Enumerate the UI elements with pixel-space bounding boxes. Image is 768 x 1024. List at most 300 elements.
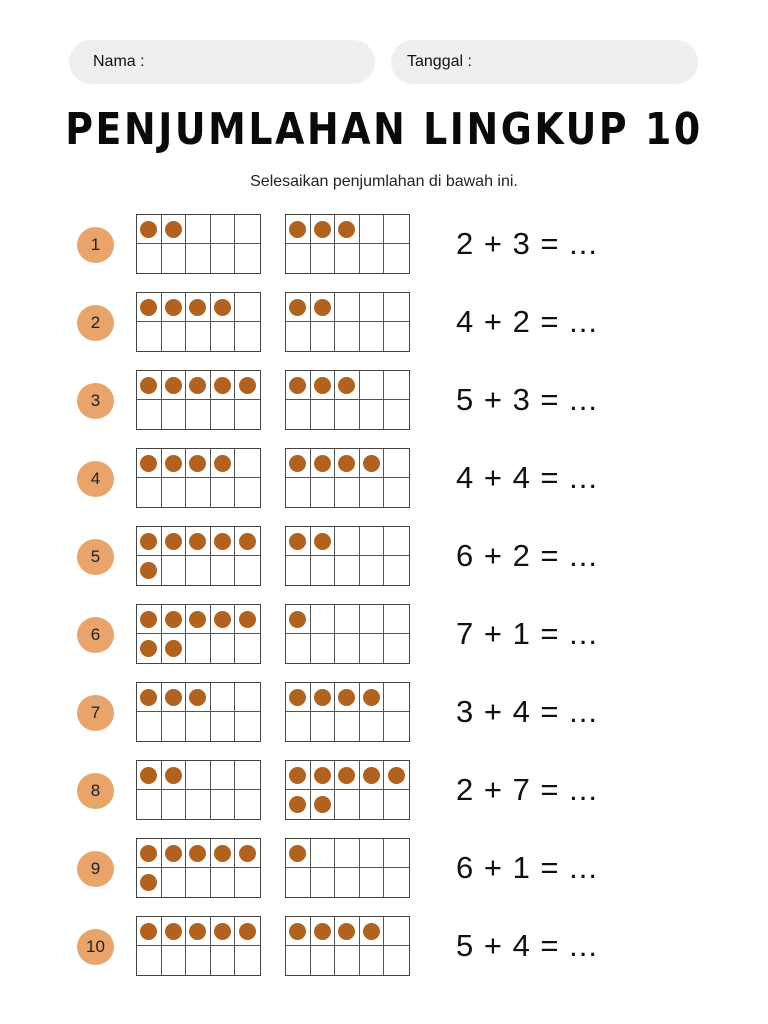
ten-frame-cell bbox=[311, 400, 336, 429]
ten-frame-cell bbox=[360, 478, 385, 507]
ten-frame-cell bbox=[235, 527, 260, 556]
ten-frame-cell bbox=[384, 946, 409, 975]
counter-dot bbox=[165, 845, 182, 862]
ten-frame-cell bbox=[384, 527, 409, 556]
counter-dot bbox=[165, 923, 182, 940]
ten-frame-cell bbox=[335, 215, 360, 244]
ten-frame-cell bbox=[235, 605, 260, 634]
ten-frame-cell bbox=[137, 917, 162, 946]
ten-frame-cell bbox=[186, 917, 211, 946]
ten-frame-cell bbox=[137, 634, 162, 663]
ten-frame-cell bbox=[360, 605, 385, 634]
ten-frame-left bbox=[136, 448, 261, 508]
ten-frame-cell bbox=[360, 556, 385, 585]
ten-frame-cell bbox=[211, 556, 236, 585]
ten-frame-right bbox=[285, 448, 410, 508]
ten-frame-cell bbox=[186, 215, 211, 244]
counter-dot bbox=[189, 845, 206, 862]
ten-frame-cell bbox=[335, 946, 360, 975]
ten-frame-cell bbox=[162, 761, 187, 790]
ten-frame-cell bbox=[235, 322, 260, 351]
ten-frame-cell bbox=[311, 790, 336, 819]
ten-frame-cell bbox=[384, 400, 409, 429]
ten-frame-cell bbox=[311, 839, 336, 868]
problem-row bbox=[0, 916, 768, 978]
ten-frame-cell bbox=[311, 527, 336, 556]
ten-frame-cell bbox=[235, 868, 260, 897]
problem-number-badge: 6 bbox=[77, 617, 114, 653]
ten-frame-cell bbox=[335, 605, 360, 634]
counter-dot bbox=[214, 455, 231, 472]
counter-dot bbox=[314, 221, 331, 238]
ten-frame-cell bbox=[162, 371, 187, 400]
counter-dot bbox=[140, 299, 157, 316]
ten-frame-cell bbox=[162, 449, 187, 478]
ten-frame-cell bbox=[311, 449, 336, 478]
ten-frame-cell bbox=[335, 527, 360, 556]
ten-frame-cell bbox=[360, 449, 385, 478]
ten-frame-cell bbox=[162, 790, 187, 819]
ten-frame-cell bbox=[162, 322, 187, 351]
ten-frame-cell bbox=[137, 683, 162, 712]
ten-frame-cell bbox=[286, 371, 311, 400]
ten-frame-cell bbox=[286, 556, 311, 585]
ten-frame-cell bbox=[137, 761, 162, 790]
equation-text: 7 + 1 = ... bbox=[456, 616, 598, 651]
ten-frame-cell bbox=[335, 917, 360, 946]
ten-frame-cell bbox=[360, 839, 385, 868]
ten-frame-cell bbox=[311, 244, 336, 273]
ten-frame-cell bbox=[384, 244, 409, 273]
ten-frame-cell bbox=[335, 839, 360, 868]
ten-frame-cell bbox=[137, 868, 162, 897]
counter-dot bbox=[289, 533, 306, 550]
problem-row bbox=[0, 448, 768, 510]
ten-frame-left bbox=[136, 760, 261, 820]
ten-frame-cell bbox=[211, 917, 236, 946]
counter-dot bbox=[239, 533, 256, 550]
ten-frame-cell bbox=[384, 293, 409, 322]
ten-frame-cell bbox=[186, 556, 211, 585]
worksheet-title: PENJUMLAHAN LINGKUP 10 bbox=[65, 104, 703, 155]
ten-frame-cell bbox=[286, 634, 311, 663]
counter-dot bbox=[140, 221, 157, 238]
ten-frame-cell bbox=[235, 293, 260, 322]
ten-frame-cell bbox=[162, 556, 187, 585]
ten-frame-cell bbox=[384, 556, 409, 585]
ten-frame-cell bbox=[162, 839, 187, 868]
ten-frame-cell bbox=[286, 293, 311, 322]
ten-frame-cell bbox=[335, 322, 360, 351]
counter-dot bbox=[289, 845, 306, 862]
counter-dot bbox=[338, 377, 355, 394]
ten-frame-cell bbox=[286, 527, 311, 556]
counter-dot bbox=[140, 874, 157, 891]
ten-frame-cell bbox=[137, 371, 162, 400]
ten-frame-cell bbox=[235, 790, 260, 819]
counter-dot bbox=[338, 923, 355, 940]
ten-frame-cell bbox=[384, 215, 409, 244]
counter-dot bbox=[289, 299, 306, 316]
counter-dot bbox=[338, 221, 355, 238]
ten-frame-cell bbox=[137, 527, 162, 556]
ten-frame-cell bbox=[211, 839, 236, 868]
ten-frame-cell bbox=[360, 917, 385, 946]
ten-frame-cell bbox=[235, 556, 260, 585]
ten-frame-cell bbox=[286, 683, 311, 712]
ten-frame-cell bbox=[235, 683, 260, 712]
counter-dot bbox=[189, 689, 206, 706]
counter-dot bbox=[140, 640, 157, 657]
ten-frame-cell bbox=[335, 868, 360, 897]
counter-dot bbox=[165, 767, 182, 784]
counter-dot bbox=[214, 611, 231, 628]
equation-text: 5 + 4 = ... bbox=[456, 928, 598, 963]
ten-frame-cell bbox=[137, 244, 162, 273]
equation-text: 2 + 3 = ... bbox=[456, 226, 598, 261]
ten-frame-cell bbox=[162, 527, 187, 556]
counter-dot bbox=[214, 923, 231, 940]
counter-dot bbox=[189, 533, 206, 550]
ten-frame-cell bbox=[137, 946, 162, 975]
ten-frame-cell bbox=[235, 917, 260, 946]
ten-frame-cell bbox=[186, 244, 211, 273]
ten-frame-cell bbox=[311, 917, 336, 946]
counter-dot bbox=[189, 377, 206, 394]
ten-frame-cell bbox=[360, 244, 385, 273]
counter-dot bbox=[189, 611, 206, 628]
ten-frame-cell bbox=[360, 527, 385, 556]
ten-frame-cell bbox=[360, 761, 385, 790]
date-label: Tanggal : bbox=[407, 53, 472, 70]
ten-frame-cell bbox=[137, 322, 162, 351]
counter-dot bbox=[140, 611, 157, 628]
ten-frame-cell bbox=[137, 605, 162, 634]
ten-frame-cell bbox=[360, 293, 385, 322]
ten-frame-cell bbox=[286, 761, 311, 790]
ten-frame-cell bbox=[211, 371, 236, 400]
problem-number-badge: 1 bbox=[77, 227, 114, 263]
ten-frame-cell bbox=[311, 605, 336, 634]
ten-frame-cell bbox=[186, 790, 211, 819]
ten-frame-cell bbox=[235, 449, 260, 478]
ten-frame-cell bbox=[211, 868, 236, 897]
ten-frame-cell bbox=[384, 761, 409, 790]
equation-text: 6 + 1 = ... bbox=[456, 850, 598, 885]
counter-dot bbox=[314, 533, 331, 550]
problem-number-badge: 7 bbox=[77, 695, 114, 731]
problem-number-badge: 8 bbox=[77, 773, 114, 809]
ten-frame-right bbox=[285, 682, 410, 742]
problem-row bbox=[0, 604, 768, 666]
ten-frame-cell bbox=[311, 556, 336, 585]
counter-dot bbox=[165, 689, 182, 706]
counter-dot bbox=[140, 767, 157, 784]
ten-frame-cell bbox=[211, 790, 236, 819]
counter-dot bbox=[214, 299, 231, 316]
ten-frame-cell bbox=[211, 527, 236, 556]
ten-frame-cell bbox=[211, 761, 236, 790]
counter-dot bbox=[239, 923, 256, 940]
ten-frame-cell bbox=[235, 478, 260, 507]
ten-frame-cell bbox=[186, 478, 211, 507]
ten-frame-cell bbox=[335, 683, 360, 712]
equation-text: 4 + 4 = ... bbox=[456, 460, 598, 495]
ten-frame-cell bbox=[162, 712, 187, 741]
counter-dot bbox=[239, 845, 256, 862]
name-label: Nama : bbox=[93, 53, 145, 70]
counter-dot bbox=[314, 377, 331, 394]
ten-frame-cell bbox=[335, 449, 360, 478]
ten-frame-cell bbox=[360, 371, 385, 400]
ten-frame-cell bbox=[384, 839, 409, 868]
counter-dot bbox=[289, 923, 306, 940]
equation-text: 3 + 4 = ... bbox=[456, 694, 598, 729]
ten-frame-cell bbox=[311, 946, 336, 975]
counter-dot bbox=[140, 377, 157, 394]
equation-text: 5 + 3 = ... bbox=[456, 382, 598, 417]
ten-frame-cell bbox=[235, 839, 260, 868]
counter-dot bbox=[189, 299, 206, 316]
ten-frame-cell bbox=[384, 478, 409, 507]
ten-frame-cell bbox=[384, 790, 409, 819]
ten-frame-cell bbox=[286, 449, 311, 478]
ten-frame-right bbox=[285, 760, 410, 820]
ten-frame-cell bbox=[360, 634, 385, 663]
ten-frame-cell bbox=[311, 371, 336, 400]
counter-dot bbox=[165, 221, 182, 238]
ten-frame-left bbox=[136, 604, 261, 664]
ten-frame-cell bbox=[186, 634, 211, 663]
ten-frame-cell bbox=[384, 917, 409, 946]
ten-frame-cell bbox=[286, 790, 311, 819]
problem-row bbox=[0, 682, 768, 744]
ten-frame-cell bbox=[235, 371, 260, 400]
ten-frame-cell bbox=[137, 712, 162, 741]
ten-frame-cell bbox=[286, 868, 311, 897]
counter-dot bbox=[189, 923, 206, 940]
equation-text: 4 + 2 = ... bbox=[456, 304, 598, 339]
counter-dot bbox=[314, 796, 331, 813]
counter-dot bbox=[165, 377, 182, 394]
ten-frame-cell bbox=[311, 712, 336, 741]
ten-frame-cell bbox=[384, 712, 409, 741]
ten-frame-cell bbox=[286, 244, 311, 273]
counter-dot bbox=[363, 767, 380, 784]
counter-dot bbox=[289, 611, 306, 628]
ten-frame-cell bbox=[286, 946, 311, 975]
counter-dot bbox=[314, 299, 331, 316]
ten-frame-cell bbox=[286, 478, 311, 507]
ten-frame-cell bbox=[335, 761, 360, 790]
ten-frame-right bbox=[285, 214, 410, 274]
ten-frame-cell bbox=[211, 605, 236, 634]
date-field[interactable] bbox=[391, 40, 698, 84]
ten-frame-cell bbox=[360, 683, 385, 712]
counter-dot bbox=[338, 455, 355, 472]
ten-frame-cell bbox=[137, 293, 162, 322]
ten-frame-cell bbox=[211, 215, 236, 244]
ten-frame-cell bbox=[335, 634, 360, 663]
ten-frame-cell bbox=[211, 478, 236, 507]
ten-frame-cell bbox=[235, 634, 260, 663]
ten-frame-cell bbox=[360, 946, 385, 975]
ten-frame-cell bbox=[311, 478, 336, 507]
counter-dot bbox=[140, 923, 157, 940]
counter-dot bbox=[140, 562, 157, 579]
counter-dot bbox=[140, 455, 157, 472]
ten-frame-cell bbox=[235, 712, 260, 741]
counter-dot bbox=[140, 533, 157, 550]
ten-frame-cell bbox=[211, 683, 236, 712]
ten-frame-cell bbox=[360, 790, 385, 819]
counter-dot bbox=[214, 533, 231, 550]
ten-frame-cell bbox=[137, 215, 162, 244]
ten-frame-right bbox=[285, 292, 410, 352]
ten-frame-cell bbox=[384, 634, 409, 663]
ten-frame-cell bbox=[186, 712, 211, 741]
ten-frame-right bbox=[285, 838, 410, 898]
ten-frame-cell bbox=[335, 556, 360, 585]
ten-frame-cell bbox=[162, 605, 187, 634]
ten-frame-cell bbox=[286, 400, 311, 429]
problem-number-badge: 5 bbox=[77, 539, 114, 575]
ten-frame-cell bbox=[211, 244, 236, 273]
ten-frame-cell bbox=[186, 683, 211, 712]
ten-frame-cell bbox=[360, 868, 385, 897]
ten-frame-cell bbox=[286, 215, 311, 244]
worksheet-instructions: Selesaikan penjumlahan di bawah ini. bbox=[250, 173, 518, 190]
ten-frame-cell bbox=[360, 215, 385, 244]
ten-frame-cell bbox=[335, 478, 360, 507]
ten-frame-left bbox=[136, 292, 261, 352]
ten-frame-cell bbox=[335, 293, 360, 322]
equation-text: 2 + 7 = ... bbox=[456, 772, 598, 807]
problem-row bbox=[0, 370, 768, 432]
ten-frame-cell bbox=[286, 712, 311, 741]
ten-frame-cell bbox=[311, 683, 336, 712]
ten-frame-cell bbox=[311, 868, 336, 897]
ten-frame-cell bbox=[335, 712, 360, 741]
ten-frame-cell bbox=[162, 946, 187, 975]
ten-frame-cell bbox=[186, 527, 211, 556]
ten-frame-cell bbox=[186, 322, 211, 351]
ten-frame-cell bbox=[335, 400, 360, 429]
ten-frame-cell bbox=[384, 683, 409, 712]
ten-frame-left bbox=[136, 682, 261, 742]
counter-dot bbox=[165, 611, 182, 628]
ten-frame-cell bbox=[335, 371, 360, 400]
ten-frame-right bbox=[285, 604, 410, 664]
ten-frame-cell bbox=[137, 449, 162, 478]
problem-row bbox=[0, 214, 768, 276]
ten-frame-cell bbox=[211, 946, 236, 975]
ten-frame-cell bbox=[235, 244, 260, 273]
ten-frame-right bbox=[285, 370, 410, 430]
ten-frame-cell bbox=[137, 790, 162, 819]
problem-number-badge: 3 bbox=[77, 383, 114, 419]
counter-dot bbox=[140, 845, 157, 862]
ten-frame-left bbox=[136, 838, 261, 898]
ten-frame-right bbox=[285, 526, 410, 586]
ten-frame-cell bbox=[235, 946, 260, 975]
ten-frame-cell bbox=[286, 322, 311, 351]
ten-frame-cell bbox=[335, 244, 360, 273]
ten-frame-cell bbox=[311, 215, 336, 244]
ten-frame-cell bbox=[186, 449, 211, 478]
counter-dot bbox=[289, 377, 306, 394]
counter-dot bbox=[189, 455, 206, 472]
counter-dot bbox=[314, 767, 331, 784]
counter-dot bbox=[314, 923, 331, 940]
counter-dot bbox=[363, 455, 380, 472]
ten-frame-cell bbox=[162, 293, 187, 322]
ten-frame-cell bbox=[384, 605, 409, 634]
ten-frame-cell bbox=[162, 634, 187, 663]
ten-frame-cell bbox=[311, 293, 336, 322]
counter-dot bbox=[338, 689, 355, 706]
counter-dot bbox=[314, 689, 331, 706]
counter-dot bbox=[289, 796, 306, 813]
counter-dot bbox=[165, 299, 182, 316]
counter-dot bbox=[214, 845, 231, 862]
ten-frame-cell bbox=[384, 322, 409, 351]
ten-frame-cell bbox=[186, 761, 211, 790]
ten-frame-cell bbox=[211, 322, 236, 351]
counter-dot bbox=[388, 767, 405, 784]
ten-frame-cell bbox=[211, 400, 236, 429]
counter-dot bbox=[165, 640, 182, 657]
equation-text: 6 + 2 = ... bbox=[456, 538, 598, 573]
problem-number-badge: 2 bbox=[77, 305, 114, 341]
ten-frame-cell bbox=[162, 868, 187, 897]
name-field[interactable] bbox=[69, 40, 375, 84]
problem-row bbox=[0, 292, 768, 354]
counter-dot bbox=[214, 377, 231, 394]
ten-frame-cell bbox=[384, 449, 409, 478]
counter-dot bbox=[314, 455, 331, 472]
ten-frame-left bbox=[136, 370, 261, 430]
ten-frame-cell bbox=[384, 371, 409, 400]
counter-dot bbox=[239, 611, 256, 628]
ten-frame-cell bbox=[186, 868, 211, 897]
ten-frame-cell bbox=[235, 761, 260, 790]
counter-dot bbox=[363, 689, 380, 706]
problem-number-badge: 4 bbox=[77, 461, 114, 497]
ten-frame-cell bbox=[211, 712, 236, 741]
problem-row bbox=[0, 526, 768, 588]
problem-row bbox=[0, 760, 768, 822]
problem-number-badge: 10 bbox=[77, 929, 114, 965]
problem-row bbox=[0, 838, 768, 900]
problem-number-badge: 9 bbox=[77, 851, 114, 887]
counter-dot bbox=[363, 923, 380, 940]
ten-frame-cell bbox=[162, 478, 187, 507]
counter-dot bbox=[289, 767, 306, 784]
ten-frame-cell bbox=[162, 244, 187, 273]
counter-dot bbox=[289, 455, 306, 472]
ten-frame-cell bbox=[311, 322, 336, 351]
ten-frame-cell bbox=[360, 712, 385, 741]
ten-frame-cell bbox=[235, 400, 260, 429]
ten-frame-cell bbox=[311, 634, 336, 663]
ten-frame-cell bbox=[186, 371, 211, 400]
ten-frame-cell bbox=[360, 400, 385, 429]
ten-frame-cell bbox=[286, 839, 311, 868]
ten-frame-cell bbox=[335, 790, 360, 819]
ten-frame-cell bbox=[235, 215, 260, 244]
ten-frame-left bbox=[136, 526, 261, 586]
